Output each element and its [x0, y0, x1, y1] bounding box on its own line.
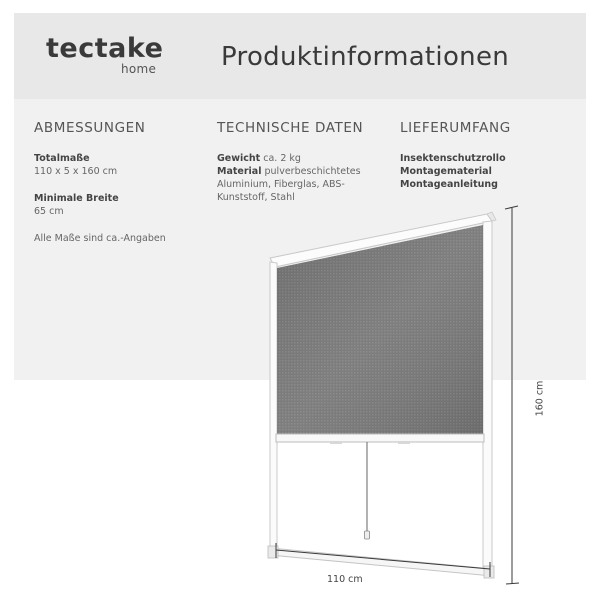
- scope-item: Montagematerial: [400, 166, 492, 177]
- scope-item: Montageanleitung: [400, 179, 498, 190]
- brand-sub: home: [121, 62, 157, 76]
- total-size-value: 110 x 5 x 160 cm: [34, 166, 118, 177]
- brand-name: tectake: [46, 33, 164, 64]
- height-dimension: [505, 206, 519, 584]
- min-width-value: 65 cm: [34, 206, 64, 217]
- material-value: pulverbeschichtetes: [264, 166, 361, 177]
- page-title: Produktinformationen: [221, 42, 510, 72]
- scope-item: Insektenschutzrollo: [400, 153, 506, 164]
- technical-heading: TECHNISCHE DATEN: [217, 120, 364, 136]
- height-dimension-label: 160 cm: [534, 380, 546, 417]
- material-cont-1: Aluminium, Fiberglas, ABS-: [217, 179, 345, 190]
- scope-heading: LIEFERUMFANG: [400, 120, 511, 136]
- material-cont-2: Kunststoff, Stahl: [217, 192, 295, 203]
- min-width-label: Minimale Breite: [34, 193, 119, 204]
- pull-bar: [276, 434, 484, 442]
- dimensions-note: Alle Maße sind ca.-Angaben: [34, 233, 166, 244]
- material-label: Material: [217, 166, 262, 177]
- right-guide-rail: [483, 221, 492, 575]
- weight-value: ca. 2 kg: [263, 153, 301, 164]
- weight-label: Gewicht: [217, 153, 261, 164]
- dimensions-heading: ABMESSUNGEN: [34, 120, 146, 136]
- width-dimension-label: 110 cm: [327, 574, 363, 585]
- left-guide-rail: [270, 262, 277, 552]
- total-size-label: Totalmaße: [34, 153, 90, 164]
